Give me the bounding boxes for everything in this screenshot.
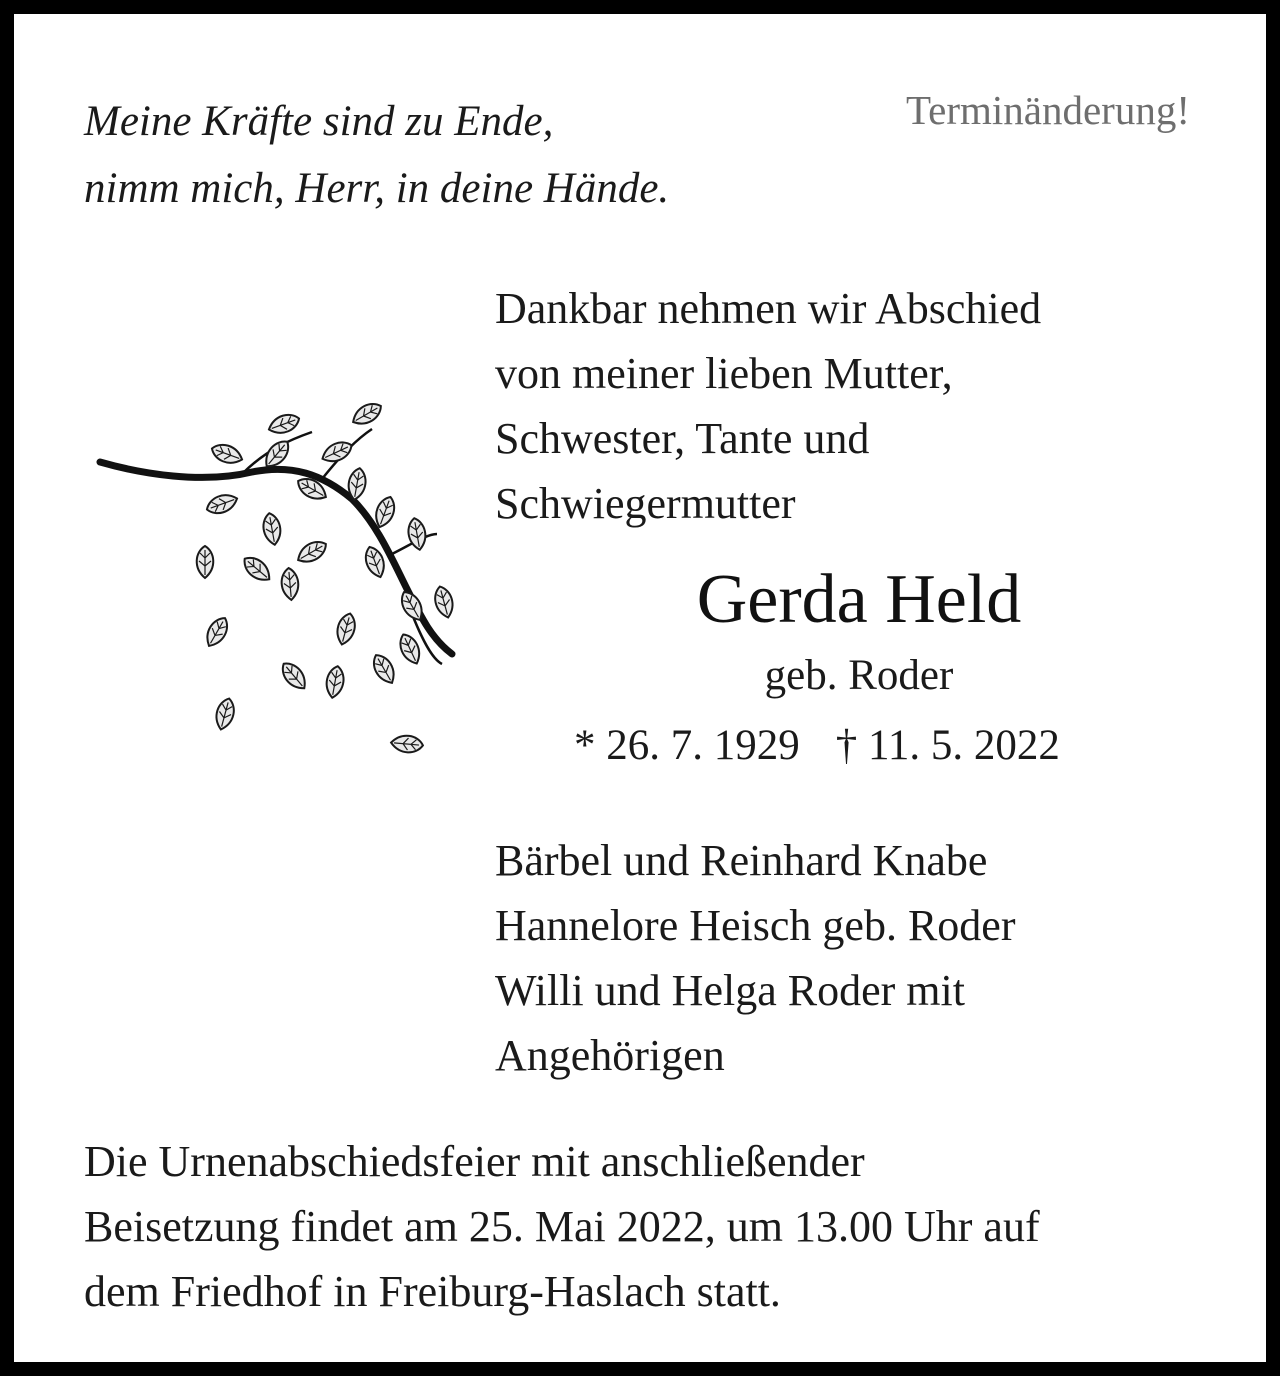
mourner-line: Willi und Helga Roder mit [495, 966, 965, 1015]
death-date: † 11. 5. 2022 [835, 722, 1060, 769]
mourners-list [495, 828, 1235, 1088]
motto-line: nimm mich, Herr, in deine Hände. [84, 165, 670, 212]
maiden-name: geb. Roder [764, 652, 954, 699]
intro-line: Schwiegermutter [495, 479, 796, 528]
intro-line: von meiner lieben Mutter, [495, 349, 953, 398]
ceremony-line: Die Urnenabschiedsfeier mit anschließender [84, 1137, 865, 1186]
birth-date: * 26. 7. 1929 [574, 722, 800, 769]
intro-line: Schwester, Tante und [495, 414, 870, 463]
mourner-line: Bärbel und Reinhard Knabe [495, 836, 988, 885]
deceased-name: Gerda Held [696, 561, 1022, 638]
mourner-line: Hannelore Heisch geb. Roder [495, 901, 1016, 950]
ceremony-line: dem Friedhof in Freiburg-Haslach statt. [84, 1267, 781, 1316]
schedule-change-notice: Terminänderung! [905, 87, 1190, 133]
branch-with-leaves-icon [92, 384, 472, 774]
motto-verse [84, 88, 844, 222]
farewell-intro [495, 276, 1235, 536]
ceremony-line: Beisetzung findet am 25. Mai 2022, um 13.00 Uhr auf [84, 1202, 1040, 1251]
life-dates [574, 720, 1060, 772]
mourner-line: Angehörigen [495, 1031, 725, 1080]
ceremony-note [84, 1129, 1234, 1324]
motto-line: Meine Kräfte sind zu Ende, [84, 98, 554, 145]
intro-line: Dankbar nehmen wir Abschied [495, 284, 1042, 333]
